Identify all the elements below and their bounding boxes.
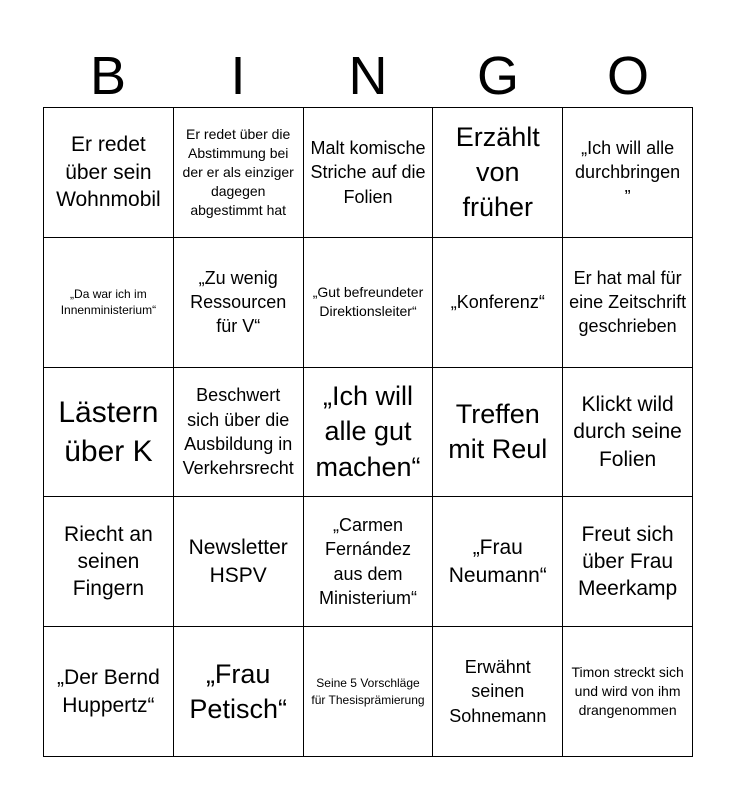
- cell-text: Erzählt von früher: [455, 121, 540, 222]
- cell-text: „Zu wenig Ressourcen für V“: [190, 267, 287, 337]
- bingo-cell-r4c4[interactable]: [433, 497, 563, 627]
- cell-text: „Gut befreundeter Direktionsleiter“: [312, 284, 424, 320]
- cell-text: Er hat mal für eine Zeitschrift geschrieben: [569, 267, 687, 337]
- cell-text: Er redet über sein Wohnmobil: [56, 133, 161, 212]
- bingo-cell-r5c5[interactable]: [563, 627, 693, 757]
- cell-text: Newsletter HSPV: [188, 536, 288, 587]
- cell-text: „Da war ich im Innenministerium“: [60, 287, 157, 318]
- bingo-cell-r3c3[interactable]: [304, 368, 434, 498]
- bingo-cell-r2c2[interactable]: [174, 238, 304, 368]
- bingo-cell-r5c4[interactable]: [433, 627, 563, 757]
- bingo-cell-r2c1[interactable]: [44, 238, 174, 368]
- cell-text: „Ich will alle durchbringen ”: [575, 137, 681, 207]
- bingo-cell-r1c4[interactable]: [433, 108, 563, 238]
- header-letter-g: G: [476, 46, 519, 106]
- bingo-cell-r2c5[interactable]: [563, 238, 693, 368]
- bingo-header: [43, 44, 693, 108]
- bingo-cell-r3c5[interactable]: [563, 368, 693, 498]
- cell-text: „Carmen Fernández aus dem Ministerium“: [318, 515, 417, 609]
- bingo-cell-r4c3[interactable]: [304, 497, 434, 627]
- cell-text: Beschwert sich über die Ausbildung in Verkehrsrecht: [182, 385, 294, 479]
- cell-text: „Ich will alle gut machen“: [315, 381, 421, 482]
- bingo-cell-r4c2[interactable]: [174, 497, 304, 627]
- cell-text: Seine 5 Vorschläge für Thesisprämierung: [311, 676, 425, 707]
- cell-text: Riecht an seinen Fingern: [64, 522, 153, 601]
- cell-text: „Der Bernd Huppertz“: [57, 666, 160, 717]
- cell-text: Erwähnt seinen Sohnemann: [449, 657, 547, 726]
- bingo-card: [43, 107, 693, 757]
- cell-text: Timon streckt sich und wird von ihm drangenommen: [571, 664, 684, 719]
- bingo-cell-r2c4[interactable]: [433, 238, 563, 368]
- bingo-cell-r1c1[interactable]: [44, 108, 174, 238]
- cell-text: Malt komische Striche auf die Folien: [310, 137, 426, 207]
- header-letter-i: I: [230, 46, 246, 106]
- cell-text: Treffen mit Reul: [448, 398, 548, 464]
- bingo-cell-r1c3[interactable]: [304, 108, 434, 238]
- cell-text: „Frau Neumann“: [448, 536, 547, 587]
- bingo-cell-r5c2[interactable]: [174, 627, 304, 757]
- cell-text: Freut sich über Frau Meerkamp: [577, 522, 678, 601]
- bingo-cell-r3c4[interactable]: [433, 368, 563, 498]
- bingo-cell-r2c3[interactable]: [304, 238, 434, 368]
- bingo-cell-r4c1[interactable]: [44, 497, 174, 627]
- header-letter-o: O: [606, 46, 649, 106]
- bingo-cell-r3c1[interactable]: [44, 368, 174, 498]
- header-letter-n: N: [348, 46, 388, 106]
- bingo-cell-r4c5[interactable]: [563, 497, 693, 627]
- bingo-cell-r5c1[interactable]: [44, 627, 174, 757]
- bingo-cell-r5c3[interactable]: [304, 627, 434, 757]
- cell-text: Er redet über die Abstimmung bei der er als einziger dagegen abgestimmt hat: [182, 126, 294, 218]
- header-letter-b: B: [89, 46, 127, 106]
- cell-text: „Konferenz“: [450, 292, 545, 313]
- bingo-cell-r1c5[interactable]: [563, 108, 693, 238]
- bingo-cell-r1c2[interactable]: [174, 108, 304, 238]
- cell-text: Klickt wild durch seine Folien: [573, 393, 682, 471]
- bingo-cell-r3c2[interactable]: [174, 368, 304, 498]
- cell-text: „Frau Petisch“: [189, 658, 287, 724]
- cell-text: Lästern über K: [58, 395, 159, 468]
